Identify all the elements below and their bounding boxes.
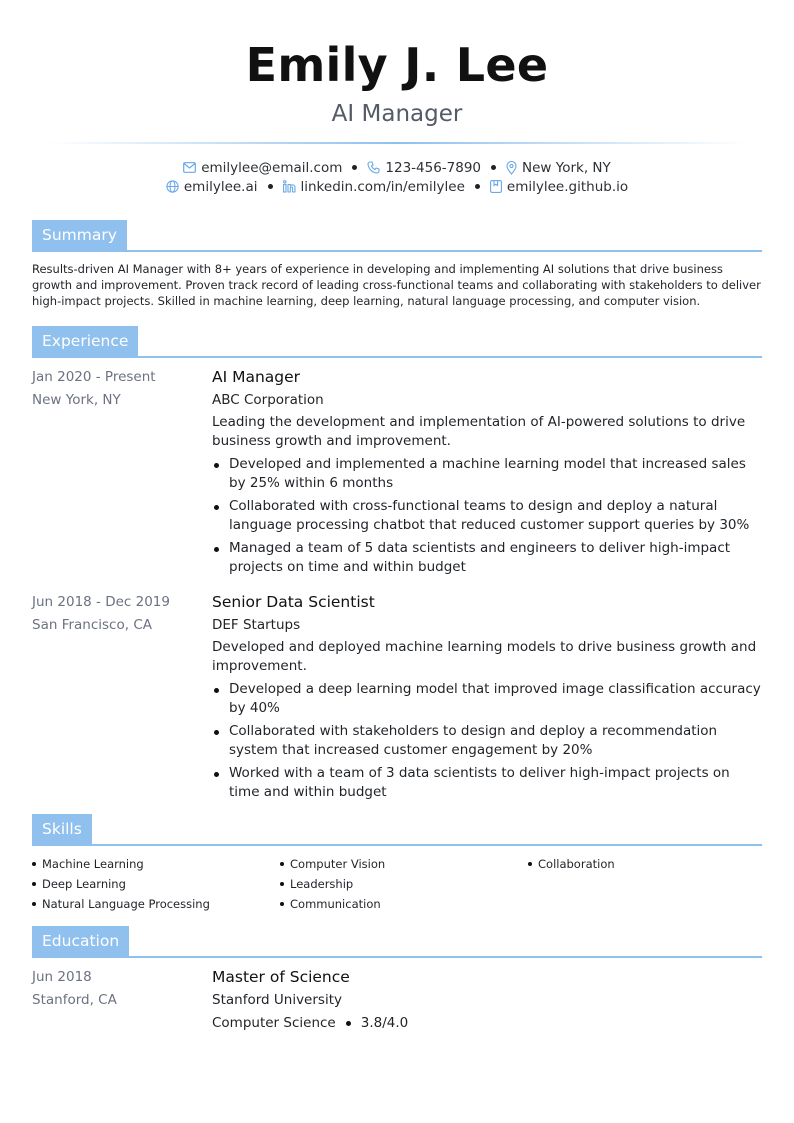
contact-email[interactable] <box>183 160 342 176</box>
separator-dot <box>346 1021 351 1026</box>
education-location: Stanford, CA <box>32 992 117 1008</box>
contact-separator <box>475 184 480 189</box>
experience-entry <box>32 366 762 581</box>
section-header <box>32 326 762 358</box>
degree-title: Master of Science <box>212 968 350 986</box>
entry-dates: Jan 2020 - Present <box>32 369 156 385</box>
contact-row-1 <box>32 158 762 177</box>
entry-meta <box>32 966 212 1035</box>
entry-meta <box>32 591 212 806</box>
contact-separator <box>491 165 496 170</box>
website-text: emilylee.ai <box>183 178 258 195</box>
summary-section <box>32 220 762 309</box>
section-header <box>32 220 762 252</box>
header-divider <box>46 142 748 144</box>
list-item: Worked with a team of 3 data scientists to deliver high-impact projects on time and within budget <box>212 764 762 802</box>
gpa: 3.8/4.0 <box>360 1015 409 1031</box>
skill-item: Communication <box>280 894 528 914</box>
company-name: ABC Corporation <box>212 392 324 408</box>
phone-icon <box>367 161 380 174</box>
contact-linkedin[interactable] <box>283 179 465 195</box>
github-text: emilylee.github.io <box>506 178 629 195</box>
entry-dates: Jun 2018 - Dec 2019 <box>32 594 170 610</box>
job-description: Developed and deployed machine learning models to drive business growth and improvement. <box>212 639 757 674</box>
resume-page <box>32 0 762 1035</box>
globe-icon <box>166 180 179 193</box>
contact-info <box>32 158 762 196</box>
school-name: Stanford University <box>212 992 342 1008</box>
job-description: Leading the development and implementation of AI-powered solutions to drive business growth and improvement. <box>212 414 746 449</box>
candidate-name: Emily J. Lee <box>245 38 549 92</box>
education-entry <box>32 966 762 1035</box>
contact-separator <box>268 184 273 189</box>
skill-item: Deep Learning <box>32 874 280 894</box>
contact-website[interactable] <box>166 179 258 195</box>
achievement-list <box>212 455 762 577</box>
summary-heading: Summary <box>32 220 127 250</box>
bookmark-icon <box>490 180 502 193</box>
contact-github[interactable] <box>490 179 628 195</box>
entry-location: New York, NY <box>32 392 121 408</box>
education-heading: Education <box>32 926 129 956</box>
linkedin-text: linkedin.com/in/emilylee <box>300 178 465 195</box>
experience-section <box>32 326 762 806</box>
achievement-list <box>212 680 762 802</box>
map-pin-icon <box>506 161 517 175</box>
location-text: New York, NY <box>522 159 611 176</box>
contact-phone[interactable] <box>367 160 481 176</box>
field-gpa-line <box>212 1012 762 1035</box>
list-item: Developed and implemented a machine learning model that increased sales by 25% within 6 months <box>212 455 762 493</box>
section-header <box>32 814 762 846</box>
education-date: Jun 2018 <box>32 969 92 985</box>
list-item: Collaborated with stakeholders to design and deploy a recommendation system that increased customer engagement by 20% <box>212 722 762 760</box>
skills-grid <box>32 854 762 914</box>
entry-meta <box>32 366 212 581</box>
list-item: Managed a team of 5 data scientists and engineers to deliver high-impact projects on time and within budget <box>212 539 762 577</box>
list-item: Collaborated with cross-functional teams to design and deploy a natural language processing chatbot that reduced customer support queries by 30% <box>212 497 762 535</box>
linkedin-icon <box>283 180 296 193</box>
company-name: DEF Startups <box>212 617 301 633</box>
experience-heading: Experience <box>32 326 138 356</box>
education-section <box>32 926 762 1035</box>
entry-body <box>212 591 762 806</box>
skills-section <box>32 814 762 914</box>
contact-row-2 <box>32 177 762 196</box>
email-icon <box>183 162 196 173</box>
job-title: AI Manager <box>212 368 301 386</box>
email-text: emilylee@email.com <box>201 159 343 176</box>
job-title: Senior Data Scientist <box>212 593 375 611</box>
section-header <box>32 926 762 958</box>
list-item: Developed a deep learning model that improved image classification accuracy by 40% <box>212 680 762 718</box>
skill-item: Natural Language Processing <box>32 894 280 914</box>
skill-item: Computer Vision <box>280 854 528 874</box>
skills-heading: Skills <box>32 814 92 844</box>
phone-text: 123-456-7890 <box>385 159 482 176</box>
skill-item: Collaboration <box>528 854 762 874</box>
candidate-title: AI Manager <box>331 101 463 127</box>
contact-separator <box>352 165 357 170</box>
entry-location: San Francisco, CA <box>32 617 152 633</box>
skill-item: Leadership <box>280 874 528 894</box>
field-of-study: Computer Science <box>212 1015 336 1031</box>
skill-item <box>528 874 762 894</box>
skill-item: Machine Learning <box>32 854 280 874</box>
entry-body <box>212 366 762 581</box>
entry-body <box>212 966 762 1035</box>
summary-text: Results-driven AI Manager with 8+ years of experience in developing and implementing AI solutions that drive business growth and improvement. Proven track record of leading cross-functional teams and collaborating with stakeholders to deliver high-impact projects. Skilled in machine learning, deep learning, natural language processing, and computer vision. <box>32 262 761 308</box>
experience-entry <box>32 591 762 806</box>
contact-location <box>506 160 611 176</box>
